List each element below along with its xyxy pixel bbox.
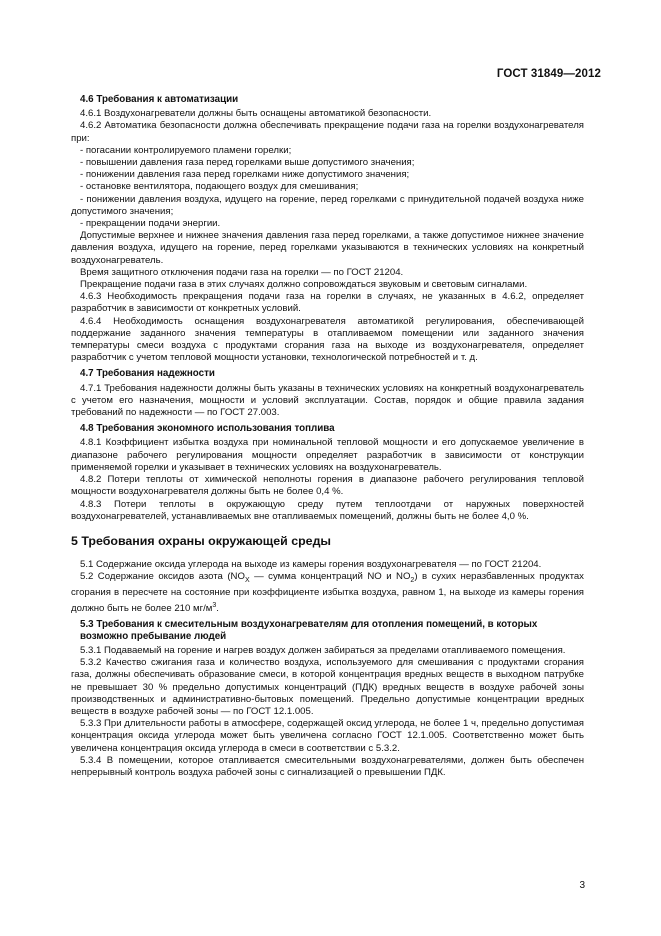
subscript: 2: [410, 577, 415, 585]
list-item: - остановке вентилятора, подающего воздух для смешивания;: [80, 181, 359, 193]
list-item: - погасании контролируемого пламени горелки;: [80, 144, 292, 156]
page-content: [71, 94, 584, 779]
paragraph: 4.8.2 Потери теплоты от химической неполноты горения в диапазоне рабочего регулирования тепловой мощности воздухонагревателя должны быть не более 0,4 %.: [71, 474, 584, 498]
page-number: 3: [579, 880, 585, 891]
paragraph-5-2: [71, 571, 584, 615]
list-item: - прекращении подачи энергии.: [80, 218, 221, 230]
paragraph: 4.8.1 Коэффициент избытка воздуха при номинальной тепловой мощности и его допускаемое увеличение в диапазоне рабочего регулирования мощности определяет разработчик в зависимости от конструкции применяемой горелки и указывает в технических условиях на воздухонагреватель.: [71, 437, 584, 473]
paragraph: 5.3.2 Качество сжигания газа и количество воздуха, используемого для смешивания с продуктами сгорания газа, должны обеспечивать образование смеси, в которой концентрация вредных веществ в выходном патрубке не превышает 30 % предельно допустимых концентраций (ПДК) вредных веществ в воздухе рабочей зоны производственных и административно-бытовых помещений. Предельно допустимые концентрации вредных веществ в воздухе рабочей зоны — по ГОСТ 12.1.005.: [71, 657, 584, 718]
subscript: X: [244, 577, 250, 585]
paragraph: 5.3.4 В помещении, которое отапливается смесительными воздухонагревателями, должен быть обеспечен непрерывный контроль воздуха рабочей зоны с сигнализацией о превышении ПДК.: [71, 754, 584, 779]
paragraph: 5.1 Содержание оксида углерода на выходе из камеры горения воздухонагревателя — по ГОСТ 21204.: [80, 559, 542, 571]
section-heading-4-6: 4.6 Требования к автоматизации: [80, 94, 239, 105]
paragraph: 4.6.2 Автоматика безопасности должна обеспечивать прекращение подачи газа на горелки воздухонагревателя при:: [71, 120, 584, 144]
paragraph: 5.3.3 При длительности работы в атмосфере, содержащей оксид углерода, не более 1 ч, предельно допустимая концентрация оксида углерода может быть увеличена согласно ГОСТ 12.1.005. Соответственно может быть увеличена концентрация оксида углерода в смеси в соответствии с 5.3.2.: [71, 718, 584, 754]
section-heading-4-8: 4.8 Требования экономного использования топлива: [80, 423, 335, 435]
list-item: - повышении давления газа перед горелками выше допустимого значения;: [80, 157, 415, 169]
section-heading-5: 5 Требования охраны окружающей среды: [71, 533, 332, 548]
paragraph: 4.6.1 Воздухонагреватели должны быть оснащены автоматикой безопасности.: [80, 108, 432, 120]
section-heading-4-7: 4.7 Требования надежности: [80, 368, 215, 380]
text-span: — сумма концентраций NO и NO: [249, 571, 411, 583]
paragraph: Время защитного отключения подачи газа на горелки — по ГОСТ 21204.: [80, 266, 404, 278]
paragraph: 4.7.1 Требования надежности должны быть указаны в технических условиях на конкретный воздухонагреватель с учетом его назначения, мощности и условий эксплуатации. Состав, порядок и общие правила задания требований по надежности — по ГОСТ 27.003.: [71, 382, 584, 419]
section-heading-5-3: 5.3 Требования к смесительным воздухонагревателям для отопления помещений, в которых возможно пребывание людей: [80, 619, 538, 643]
text-span: 5.2 Содержание оксидов азота (NO: [80, 571, 245, 583]
text-span: .: [216, 602, 219, 614]
paragraph: 4.8.3 Потери теплоты в окружающую среду путем теплоотдачи от наружных поверхностей воздухонагревателей, устанавливаемых вне отапливаемых помещений, должны быть не более 4,0 %.: [71, 498, 584, 522]
document-code: ГОСТ 31849—2012: [496, 68, 601, 80]
list-item: - понижении давления воздуха, идущего на горение, перед горелками с принудительной подачей воздуха ниже допустимого значения;: [71, 193, 584, 217]
paragraph: Допустимые верхнее и нижнее значения давления газа перед горелками, а также допустимое нижнее значение давления воздуха, идущего на горение, перед горелками указываются в технических условиях на конкретный воздухонагреватель.: [71, 230, 584, 266]
paragraph: 5.3.1 Подаваемый на горение и нагрев воздух должен забираться за пределами отапливаемого помещения.: [80, 645, 566, 657]
paragraph: Прекращение подачи газа в этих случаях должно сопровождаться звуковым и световым сигналами.: [80, 279, 528, 291]
paragraph: 4.6.3 Необходимость прекращения подачи газа на горелки в случаях, не указанных в 4.6.2, определяет разработчик в зависимости от конкретных условий.: [71, 291, 584, 315]
text-span: ) в сухих неразбавленных продуктах сгорания в пересчете на состояние при коэффициенте избытка воздуха, равном 1, на выходе из камеры горения должно быть не более 210 мг/м: [71, 571, 584, 614]
superscript: 3: [212, 601, 217, 609]
paragraph: 4.6.4 Необходимость оснащения воздухонагревателя автоматикой регулирования, обеспечивающей поддержание заданного значения температуры в отапливаемом помещении или заданного значения температуры смеси воздуха с продуктами сгорания газа на выходе из воздухонагревателя, определяет разработчик с учетом тепловой мощности установки, технологической потребностей и т. д.: [71, 315, 584, 364]
list-item: - понижении давления газа перед горелками ниже допустимого значения;: [80, 169, 410, 181]
